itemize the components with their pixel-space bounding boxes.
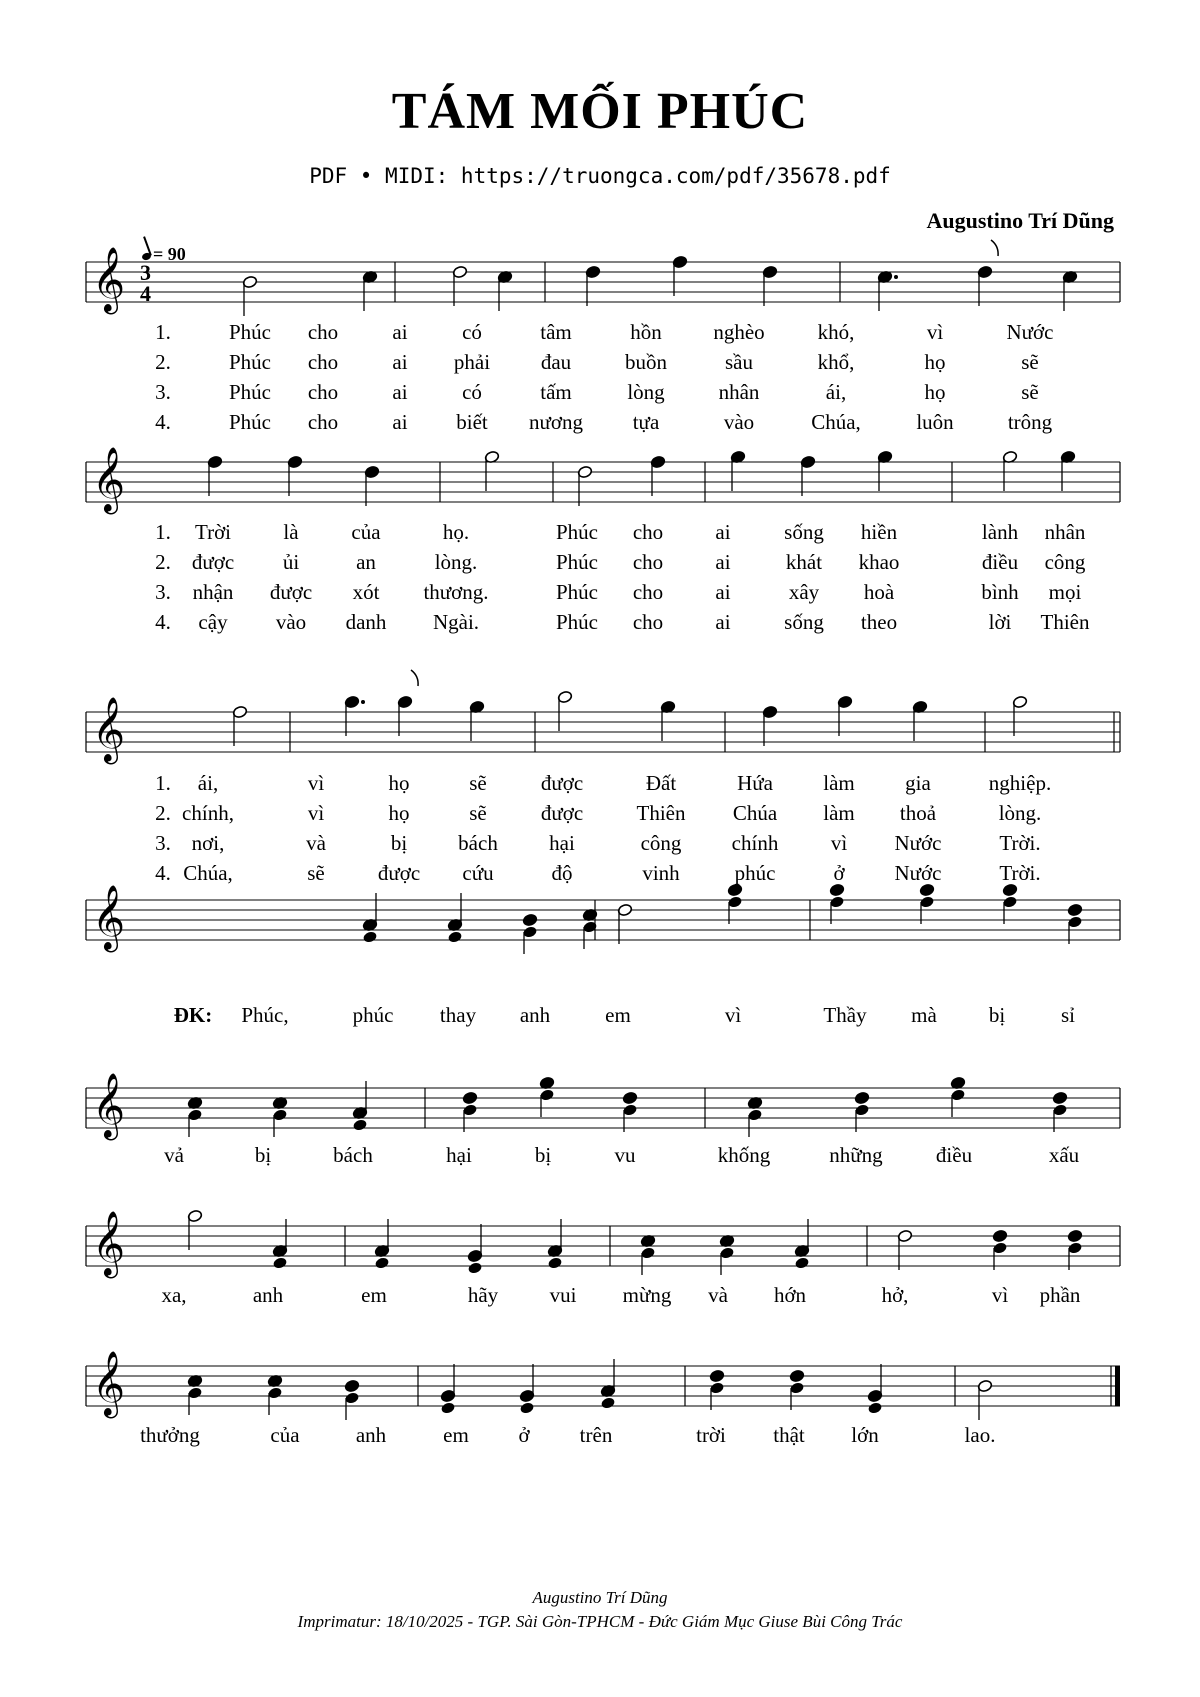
lyric-word: sống bbox=[784, 610, 824, 634]
lyric-word: và bbox=[306, 831, 326, 855]
lyric-word: là bbox=[283, 520, 299, 544]
lyric-word: Trời. bbox=[999, 861, 1041, 885]
lyric-word: hiền bbox=[860, 520, 898, 544]
lyric-word: Nước bbox=[894, 831, 942, 855]
lyric-word: cho bbox=[307, 410, 339, 434]
staff-4 bbox=[0, 880, 1200, 990]
lyric-word: nơi, bbox=[191, 831, 225, 855]
lyric-word: sẽ bbox=[469, 801, 487, 825]
lyric-word: cho bbox=[632, 580, 664, 604]
refrain-word: hại bbox=[446, 1143, 472, 1167]
lyric-word: tựa bbox=[632, 410, 660, 434]
refrain-word: vu bbox=[614, 1143, 636, 1167]
lyric-word: biết bbox=[456, 410, 488, 434]
lyric-word: sầu bbox=[725, 350, 753, 374]
note-head bbox=[854, 1091, 869, 1104]
note-head bbox=[789, 1369, 804, 1382]
lyric-word: công bbox=[640, 831, 682, 855]
lyric-word: họ. bbox=[442, 520, 470, 544]
lyric-word: có bbox=[462, 320, 482, 344]
lyric-word: ai bbox=[715, 550, 731, 574]
lyric-word: vào bbox=[275, 610, 307, 634]
refrain-word: của bbox=[270, 1423, 300, 1447]
lyric-word: Chúa bbox=[732, 801, 778, 825]
lyric-word: ái, bbox=[197, 771, 219, 795]
lyric-word: Chúa, bbox=[811, 410, 861, 434]
lyric-word: buồn bbox=[625, 350, 667, 374]
lyric-word: nương bbox=[529, 410, 583, 434]
treble-clef-icon: 𝄞 bbox=[92, 447, 126, 512]
note-head bbox=[992, 1229, 1007, 1242]
lyric-word: chính, bbox=[182, 801, 234, 825]
lyric-word: gia bbox=[905, 771, 931, 795]
lyric-word: cho bbox=[632, 520, 664, 544]
lyric-word: ai bbox=[715, 580, 731, 604]
lyric-word: lòng bbox=[627, 380, 665, 404]
lyric-word: lòng. bbox=[434, 550, 478, 574]
lyric-word: xây bbox=[788, 580, 820, 604]
lyric-word: Ngài. bbox=[432, 610, 480, 634]
lyric-word: Thiên bbox=[636, 801, 686, 825]
lyric-word: ủi bbox=[282, 550, 300, 574]
lyric-word: ai bbox=[715, 520, 731, 544]
refrain-word: sỉ bbox=[1060, 1003, 1076, 1027]
lyric-word: mọi bbox=[1048, 580, 1082, 604]
lyric-word: cho bbox=[307, 350, 339, 374]
verse-number: 2. bbox=[155, 350, 171, 374]
lyric-word: cho bbox=[632, 550, 664, 574]
verse-number: 1. bbox=[155, 520, 171, 544]
verse-number: 2. bbox=[155, 550, 171, 574]
lyric-word: Phúc bbox=[556, 580, 598, 604]
staff-2 bbox=[0, 442, 1200, 552]
refrain-word: và bbox=[708, 1283, 728, 1307]
refrain-word: điều bbox=[935, 1143, 973, 1167]
lyric-word: luôn bbox=[916, 410, 954, 434]
lyric-word: khao bbox=[858, 550, 900, 574]
verse-number: 3. bbox=[155, 380, 171, 404]
lyric-word: cứu bbox=[462, 861, 494, 885]
refrain-word: lớn bbox=[851, 1423, 879, 1447]
refrain-word: vì bbox=[991, 1283, 1009, 1307]
lyric-word: đau bbox=[540, 350, 572, 374]
time-signature-bottom: 4 bbox=[140, 281, 151, 306]
refrain-word: Phúc, bbox=[241, 1003, 289, 1027]
refrain-word: thật bbox=[773, 1423, 805, 1447]
lyric-word: vì bbox=[830, 831, 848, 855]
lyric-word: được bbox=[191, 550, 235, 574]
refrain-word: bị bbox=[988, 1003, 1006, 1027]
lyric-word: được bbox=[269, 580, 313, 604]
source-link[interactable]: PDF • MIDI: https://truongca.com/pdf/35678.pdf bbox=[309, 164, 891, 188]
lyric-word: Thiên bbox=[1040, 610, 1090, 634]
lyric-word: cho bbox=[632, 610, 664, 634]
lyric-word: Phúc bbox=[229, 350, 271, 374]
lyric-word: bách bbox=[458, 831, 498, 855]
footer-imprimatur: Imprimatur: 18/10/2025 - TGP. Sài Gòn-TPHCM - Đức Giám Mục Giuse Bùi Công Trác bbox=[297, 1612, 903, 1631]
lyric-word: nhận bbox=[192, 580, 234, 604]
time-signature-top: 3 bbox=[140, 260, 151, 285]
lyric-word: danh bbox=[345, 610, 387, 634]
refrain-word: hãy bbox=[467, 1283, 499, 1307]
lyric-word: Phúc bbox=[556, 550, 598, 574]
lyric-word: họ bbox=[924, 380, 946, 404]
lyric-word: cho bbox=[307, 380, 339, 404]
verse-number: 4. bbox=[155, 861, 171, 885]
lyric-word: thoả bbox=[899, 801, 937, 825]
lyric-word: Phúc bbox=[229, 320, 271, 344]
lyric-word: sẽ bbox=[1021, 380, 1039, 404]
refrain-word: em bbox=[443, 1423, 469, 1447]
lyric-word: Hứa bbox=[737, 771, 773, 795]
refrain-word: trên bbox=[579, 1423, 613, 1447]
lyric-word: theo bbox=[860, 610, 898, 634]
refrain-word: những bbox=[829, 1143, 883, 1167]
lyric-word: ai bbox=[392, 320, 408, 344]
lyric-word: trông bbox=[1007, 410, 1053, 434]
lyric-word: xót bbox=[352, 580, 380, 604]
lyric-word: thương. bbox=[423, 580, 489, 604]
refrain-word: em bbox=[605, 1003, 631, 1027]
refrain-word: ở bbox=[518, 1423, 530, 1447]
lyric-word: Trời. bbox=[999, 831, 1041, 855]
verse-number: 1. bbox=[155, 320, 171, 344]
note-head bbox=[1067, 903, 1082, 916]
treble-clef-icon: 𝄞 bbox=[92, 247, 126, 312]
refrain-word: hở, bbox=[881, 1283, 909, 1307]
lyric-word: vào bbox=[723, 410, 755, 434]
lyric-word: chính bbox=[731, 831, 779, 855]
lyric-word: hại bbox=[549, 831, 575, 855]
refrain-word: anh bbox=[519, 1003, 551, 1027]
lyric-word: tấm bbox=[540, 380, 572, 404]
lyric-word: an bbox=[356, 550, 376, 574]
refrain-word: bách bbox=[333, 1143, 373, 1167]
refrain-word: anh bbox=[252, 1283, 284, 1307]
note-head bbox=[1067, 1229, 1082, 1242]
verse-number: 1. bbox=[155, 771, 171, 795]
lyric-word: ái, bbox=[825, 380, 847, 404]
lyric-word: sẽ bbox=[469, 771, 487, 795]
lyric-word: Phúc bbox=[229, 380, 271, 404]
lyric-word: được bbox=[377, 861, 421, 885]
lyric-word: Chúa, bbox=[183, 861, 233, 885]
tempo-value: = 90 bbox=[153, 244, 186, 264]
lyric-word: Trời bbox=[194, 520, 232, 544]
lyric-word: họ bbox=[388, 801, 410, 825]
lyric-word: ai bbox=[392, 380, 408, 404]
lyric-word: ở bbox=[833, 861, 845, 885]
lyric-word: khổ, bbox=[817, 350, 855, 374]
lyric-word: vì bbox=[307, 801, 325, 825]
refrain-word: em bbox=[361, 1283, 387, 1307]
refrain-word: vì bbox=[724, 1003, 742, 1027]
lyric-word: phúc bbox=[734, 861, 776, 885]
lyric-word: ai bbox=[392, 350, 408, 374]
verse-number: 3. bbox=[155, 831, 171, 855]
lyric-word: sẽ bbox=[1021, 350, 1039, 374]
lyric-word: Phúc bbox=[556, 520, 598, 544]
treble-clef-icon: 𝄞 bbox=[92, 885, 126, 950]
lyric-word: vì bbox=[926, 320, 944, 344]
note-head bbox=[344, 1379, 359, 1392]
refrain-word: xấu bbox=[1048, 1143, 1080, 1167]
refrain-word: mà bbox=[911, 1003, 937, 1027]
lyric-word: được bbox=[540, 771, 584, 795]
refrain-word: anh bbox=[355, 1423, 387, 1447]
refrain-word: bị bbox=[534, 1143, 552, 1167]
verse-number: 2. bbox=[155, 801, 171, 825]
lyric-word: hoà bbox=[863, 580, 895, 604]
refrain-word: bị bbox=[254, 1143, 272, 1167]
refrain-label: ĐK: bbox=[173, 1003, 213, 1027]
lyric-word: họ bbox=[388, 771, 410, 795]
lyric-word: cậy bbox=[198, 610, 228, 634]
lyric-word: Phúc bbox=[229, 410, 271, 434]
composer-name: Augustino Trí Dũng bbox=[926, 208, 1114, 233]
lyric-word: Nước bbox=[894, 861, 942, 885]
refrain-word: mừng bbox=[622, 1283, 672, 1307]
lyric-word: phải bbox=[453, 350, 491, 374]
lyric-word: Phúc bbox=[556, 610, 598, 634]
footer-author: Augustino Trí Dũng bbox=[532, 1588, 668, 1607]
note-head bbox=[462, 1091, 477, 1104]
lyric-word: ai bbox=[715, 610, 731, 634]
refrain-word: phần bbox=[1039, 1283, 1081, 1307]
lyric-word: vinh bbox=[642, 861, 680, 885]
refrain-word: Thầy bbox=[823, 1003, 867, 1027]
refrain-word: vui bbox=[549, 1283, 577, 1307]
refrain-word: khống bbox=[717, 1143, 771, 1167]
note-head bbox=[709, 1369, 724, 1382]
lyric-word: làm bbox=[823, 771, 855, 795]
lyric-word: làm bbox=[823, 801, 855, 825]
lyric-word: hồn bbox=[630, 320, 662, 344]
verse-number: 4. bbox=[155, 410, 171, 434]
lyric-word: có bbox=[462, 380, 482, 404]
lyric-word: công bbox=[1044, 550, 1086, 574]
treble-clef-icon: 𝄞 bbox=[92, 697, 126, 762]
note-head bbox=[1052, 1091, 1067, 1104]
lyric-word: Đất bbox=[645, 771, 677, 795]
lyric-word: sẽ bbox=[307, 861, 325, 885]
lyric-word: tâm bbox=[540, 320, 572, 344]
refrain-word: trời bbox=[696, 1423, 726, 1447]
refrain-word: lao. bbox=[964, 1423, 996, 1447]
lyric-word: khát bbox=[785, 550, 823, 574]
lyric-word: lời bbox=[988, 610, 1012, 634]
lyric-word: lòng. bbox=[998, 801, 1042, 825]
lyric-word: bị bbox=[390, 831, 408, 855]
lyric-word: vì bbox=[307, 771, 325, 795]
lyric-word: nhân bbox=[718, 380, 760, 404]
lyric-word: nghiệp. bbox=[988, 771, 1052, 795]
lyric-word: bình bbox=[981, 580, 1019, 604]
refrain-word: vả bbox=[164, 1143, 184, 1167]
lyric-word: độ bbox=[551, 861, 573, 885]
lyric-word: sống bbox=[784, 520, 824, 544]
lyric-word: nghèo bbox=[713, 320, 765, 344]
lyric-word: nhân bbox=[1044, 520, 1086, 544]
note-head bbox=[522, 913, 537, 926]
lyric-word: khó, bbox=[817, 320, 855, 344]
refrain-word: phúc bbox=[352, 1003, 394, 1027]
lyric-word: được bbox=[540, 801, 584, 825]
lyric-word: cho bbox=[307, 320, 339, 344]
refrain-word: hớn bbox=[773, 1283, 807, 1307]
note-head bbox=[622, 1091, 637, 1104]
lyric-word: Nước bbox=[1006, 320, 1054, 344]
lyric-word: của bbox=[351, 520, 381, 544]
verse-number: 4. bbox=[155, 610, 171, 634]
refrain-word: thay bbox=[439, 1003, 477, 1027]
lyric-word: ai bbox=[392, 410, 408, 434]
treble-clef-icon: 𝄞 bbox=[92, 1073, 126, 1138]
song-title: TÁM MỐI PHÚC bbox=[391, 83, 809, 140]
verse-number: 3. bbox=[155, 580, 171, 604]
refrain-word: thưởng bbox=[140, 1423, 200, 1447]
lyric-word: họ bbox=[924, 350, 946, 374]
treble-clef-icon: 𝄞 bbox=[92, 1211, 126, 1276]
lyric-word: điều bbox=[981, 550, 1019, 574]
refrain-word: xa, bbox=[161, 1283, 187, 1307]
treble-clef-icon: 𝄞 bbox=[92, 1351, 126, 1416]
lyric-word: lành bbox=[981, 520, 1019, 544]
